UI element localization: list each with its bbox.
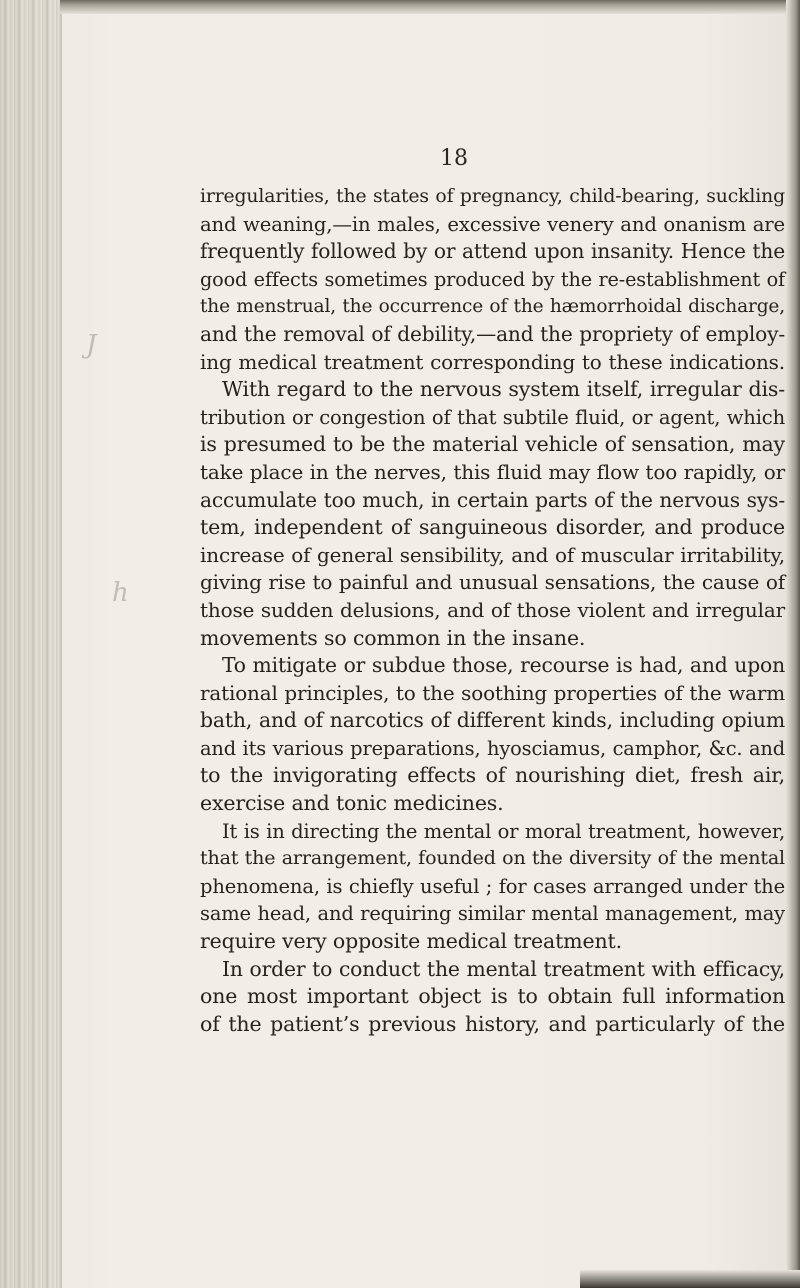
text-line: To mitigate or subdue those, recourse is had, and upon	[222, 653, 785, 678]
text-line: that the arrangement, founded on the diversity of the mental	[200, 847, 785, 870]
page-bottom-edge	[580, 1270, 800, 1288]
text-line: frequently followed by or attend upon insanity. Hence the	[200, 239, 785, 264]
text-line: the menstrual, the occurrence of the hæmorrhoidal discharge,	[200, 296, 785, 318]
margin-pencil-mark: h	[112, 578, 129, 608]
text-line: and the removal of debility,—and the propriety of employ-	[200, 321, 785, 346]
text-line: of the patient’s previous history, and particularly of the	[200, 1011, 785, 1036]
text-line: require very opposite medical treatment.	[200, 929, 622, 954]
margin-pencil-mark: J	[86, 330, 97, 360]
text-line: irregularities, the states of pregnancy, child-bearing, suckling	[200, 186, 785, 207]
text-line: and weaning,—in males, excessive venery and onanism are	[200, 212, 785, 236]
text-line: to the invigorating effects of nourishing diet, fresh air,	[200, 763, 785, 788]
text-line: giving rise to painful and unusual sensations, the cause of	[200, 570, 785, 595]
text-line: is presumed to be the material vehicle of sensation, may	[200, 432, 785, 457]
text-line: ing medical treatment corresponding to these indications.	[200, 349, 785, 374]
text-line: movements so common in the insane.	[200, 625, 586, 650]
text-line: rational principles, to the soothing properties of the warm	[200, 680, 785, 705]
page-number: 18	[440, 146, 468, 171]
text-line: tem, independent of sanguineous disorder, and produce	[200, 515, 785, 540]
text-line: increase of general sensibility, and of muscular irritability,	[200, 542, 785, 567]
text-line: bath, and of narcotics of different kinds, including opium	[200, 708, 785, 733]
body-text	[200, 183, 785, 1038]
text-line: With regard to the nervous system itself, irregular dis-	[222, 377, 785, 402]
text-line: and its various preparations, hyosciamus, camphor, &c. and	[200, 736, 785, 760]
text-line: those sudden delusions, and of those violent and irregular	[200, 597, 785, 622]
text-line: one most important object is to obtain full information	[200, 984, 785, 1009]
text-line: exercise and tonic medicines.	[200, 791, 504, 816]
text-line: In order to conduct the mental treatment with efficacy,	[222, 956, 785, 981]
page-top-edge	[60, 0, 800, 14]
text-line: tribution or congestion of that subtile fluid, or agent, which	[200, 405, 785, 429]
text-line: accumulate too much, in certain parts of the nervous sys-	[200, 487, 785, 512]
text-line: phenomena, is chiefly useful ; for cases arranged under the	[200, 874, 785, 898]
text-line: good effects sometimes produced by the re-establishment of	[200, 267, 785, 291]
text-line: same head, and requiring similar mental management, may	[200, 902, 785, 926]
page-right-edge	[786, 0, 800, 1288]
page-left-edge	[0, 0, 62, 1288]
text-line: take place in the nerves, this fluid may flow too rapidly, or	[200, 459, 785, 484]
text-line: It is in directing the mental or moral treatment, however,	[222, 819, 785, 843]
